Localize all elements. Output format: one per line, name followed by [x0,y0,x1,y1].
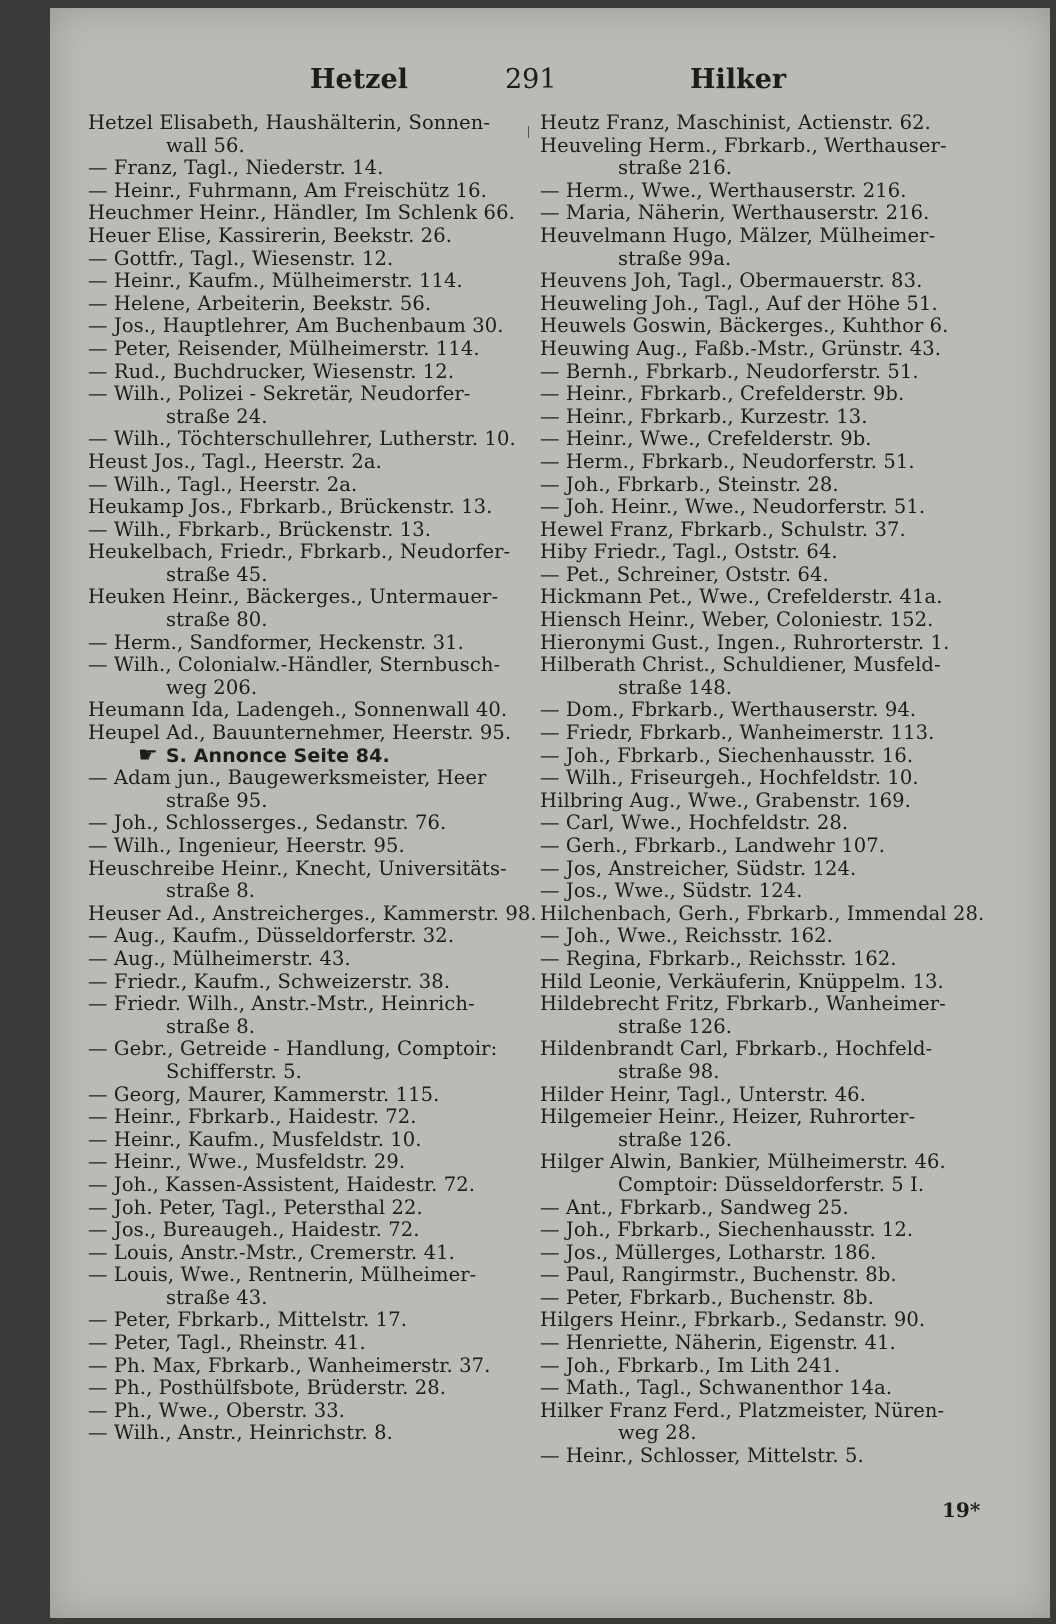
directory-entry: Heukelbach, Friedr., Fbrkarb., Neudorfer- [88,540,511,564]
directory-entry: — Heinr., Fbrkarb., Crefelderstr. 9b. [540,382,905,406]
left-column [88,112,543,1445]
directory-entry: Schifferstr. 5. [166,1059,302,1083]
header-last-name: Hilker [690,64,787,95]
directory-entry: Hilder Heinr, Tagl., Unterstr. 46. [540,1082,866,1106]
directory-entry: Heuwels Goswin, Bäckerges., Kuhthor 6. [540,314,949,338]
directory-entry: Heuer Elise, Kassirerin, Beekstr. 26. [88,223,452,247]
directory-entry: — Herm., Fbrkarb., Neudorferstr. 51. [540,449,915,473]
directory-entry: straße 95. [166,788,268,812]
directory-entry: — Rud., Buchdrucker, Wiesenstr. 12. [88,359,455,383]
header-first-name: Hetzel [310,64,408,95]
directory-entry: — Peter, Tagl., Rheinstr. 41. [88,1331,366,1355]
directory-entry: Hilger Alwin, Bankier, Mülheimerstr. 46. [540,1150,946,1174]
directory-entry: — Maria, Näherin, Werthauserstr. 216. [540,201,930,225]
directory-entry: Hilbring Aug., Wwe., Grabenstr. 169. [540,788,911,812]
directory-entry: — Heinr., Fbrkarb., Haidestr. 72. [88,1105,417,1129]
directory-entry: — Gebr., Getreide - Handlung, Comptoir: [88,1037,498,1061]
directory-entry: — Heinr., Kaufm., Mülheimerstr. 114. [88,269,463,293]
directory-entry: Heuser Ad., Anstreicherges., Kammerstr. 98. [88,901,537,925]
directory-entry: Hiensch Heinr., Weber, Coloniestr. 152. [540,608,934,632]
directory-entry: — Regina, Fbrkarb., Reichsstr. 162. [540,946,897,970]
directory-entry: straße 43. [166,1285,268,1309]
directory-entry: Hilgemeier Heinr., Heizer, Ruhrorter- [540,1105,916,1129]
directory-entry: — Wilh., Anstr., Heinrichstr. 8. [88,1421,393,1445]
directory-entry: — Dom., Fbrkarb., Werthauserstr. 94. [540,698,917,722]
directory-entry: — Heinr., Kaufm., Musfeldstr. 10. [88,1127,422,1151]
directory-entry: Hewel Franz, Fbrkarb., Schulstr. 37. [540,517,906,541]
directory-entry: Hiby Friedr., Tagl., Oststr. 64. [540,540,838,564]
directory-entry: straße 24. [166,404,268,428]
directory-entry: — Heinr., Schlosser, Mittelstr. 5. [540,1444,864,1468]
directory-entry: Hildebrecht Fritz, Fbrkarb., Wanheimer- [540,992,946,1016]
directory-entry: — Paul, Rangirmstr., Buchenstr. 8b. [540,1263,897,1287]
directory-entry: — Wilh., Ingenieur, Heerstr. 95. [88,834,405,857]
directory-entry: — Joh. Heinr., Wwe., Neudorferstr. 51. [540,495,926,519]
directory-entry: — Louis, Wwe., Rentnerin, Mülheimer- [88,1263,477,1287]
directory-entry: Hetzel Elisabeth, Haushälterin, Sonnen- [88,111,491,134]
directory-entry: — Peter, Fbrkarb., Mittelstr. 17. [88,1308,407,1332]
directory-entry: Heuschreibe Heinr., Knecht, Universitäts- [88,856,507,880]
directory-entry: straße 126. [618,1127,733,1151]
directory-entry: — Aug., Kaufm., Düsseldorferstr. 32. [88,924,455,948]
directory-entry: straße 45. [166,562,268,586]
page-number: 291 [505,64,557,95]
directory-entry: — Jos., Bureaugeh., Haidestr. 72. [88,1218,420,1242]
directory-entry: — Ph., Wwe., Oberstr. 33. [88,1398,346,1422]
directory-entry: — Joh., Fbrkarb., Steinstr. 28. [540,472,839,496]
directory-entry: — Heinr., Fuhrmann, Am Freischütz 16. [88,178,487,202]
page-header [50,64,1050,104]
directory-entry: Heuweling Joh., Tagl., Auf der Höhe 51. [540,291,938,315]
directory-entry: — Heinr., Fbrkarb., Kurzestr. 13. [540,404,868,428]
directory-entry: Hilker Franz Ferd., Platzmeister, Nüren- [540,1398,945,1422]
directory-entry: — Joh., Kassen-Assistent, Haidestr. 72. [88,1172,476,1196]
directory-entry: — Wilh., Friseurgeh., Hochfeldstr. 10. [540,766,919,790]
directory-entry: straße 99a. [618,246,732,270]
directory-entry: Heukamp Jos., Fbrkarb., Brückenstr. 13. [88,495,493,519]
directory-entry: Hilberath Christ., Schuldiener, Musfeld- [540,653,941,677]
directory-entry: Heuchmer Heinr., Händler, Im Schlenk 66. [88,201,515,225]
directory-entry: — Joh., Fbrkarb., Siechenhausstr. 12. [540,1218,914,1242]
directory-entry: — Jos, Anstreicher, Südstr. 124. [540,856,857,880]
directory-entry: — Ant., Fbrkarb., Sandweg 25. [540,1195,849,1219]
directory-entry: — Georg, Maurer, Kammerstr. 115. [88,1082,440,1106]
directory-entry: Heutz Franz, Maschinist, Actienstr. 62. [540,111,931,134]
directory-entry: Heust Jos., Tagl., Heerstr. 2a. [88,449,382,473]
directory-entry: — Henriette, Näherin, Eigenstr. 41. [540,1331,896,1355]
directory-entry: — Adam jun., Baugewerksmeister, Heer [88,766,487,790]
directory-entry: straße 148. [618,675,733,699]
directory-entry: weg 206. [166,675,258,699]
directory-entry: Hildenbrandt Carl, Fbrkarb., Hochfeld- [540,1037,933,1061]
directory-entry: Heuken Heinr., Bäckerges., Untermauer- [88,585,499,609]
directory-entry: — Friedr. Wilh., Anstr.-Mstr., Heinrich- [88,992,475,1016]
directory-entry: Hilgers Heinr., Fbrkarb., Sedanstr. 90. [540,1308,926,1332]
directory-entry: straße 8. [166,1014,256,1038]
annonce-reference [88,742,543,768]
directory-entry: Heuvens Joh, Tagl., Obermauerstr. 83. [540,269,923,293]
directory-entry: — Pet., Schreiner, Oststr. 64. [540,562,829,586]
directory-entry: — Ph., Posthülfsbote, Brüderstr. 28. [88,1376,447,1400]
directory-entry: — Math., Tagl., Schwanenthor 14a. [540,1376,893,1400]
directory-entry: Hild Leonie, Verkäuferin, Knüppelm. 13. [540,969,944,993]
directory-entry: — Herm., Wwe., Werthauserstr. 216. [540,178,907,202]
directory-entry: — Peter, Fbrkarb., Buchenstr. 8b. [540,1285,874,1309]
directory-entry: Hieronymi Gust., Ingen., Ruhrorterstr. 1. [540,630,950,654]
directory-entry: — Louis, Anstr.-Mstr., Cremerstr. 41. [88,1240,455,1264]
directory-entry: — Jos., Hauptlehrer, Am Buchenbaum 30. [88,314,504,338]
directory-entry: Heuvelmann Hugo, Mälzer, Mülheimer- [540,223,936,247]
directory-entry: straße 126. [618,1014,733,1038]
directory-entry: — Joh., Wwe., Reichsstr. 162. [540,924,833,948]
directory-entry: — Wilh., Polizei - Sekretär, Neudorfer- [88,382,471,406]
directory-entry: — Franz, Tagl., Niederstr. 14. [88,156,384,180]
directory-entry: — Heinr., Wwe., Musfeldstr. 29. [88,1150,406,1174]
pointing-hand-icon: ☛ [138,742,158,768]
directory-entry: — Carl, Wwe., Hochfeldstr. 28. [540,811,849,835]
directory-entry: wall 56. [166,133,245,157]
directory-entry: — Joh., Fbrkarb., Im Lith 241. [540,1353,841,1377]
directory-entry: Heuveling Herm., Fbrkarb., Werthauser- [540,133,947,157]
annonce-text: S. Annonce Seite 84. [165,744,390,767]
directory-entry: Hickmann Pet., Wwe., Crefelderstr. 41a. [540,585,943,609]
directory-entry: — Gottfr., Tagl., Wiesenstr. 12. [88,246,394,270]
directory-entry: — Wilh., Fbrkarb., Brückenstr. 13. [88,517,432,541]
directory-entry: Hilchenbach, Gerh., Fbrkarb., Immendal 28. [540,901,985,925]
directory-entry: — Jos., Wwe., Südstr. 124. [540,879,803,903]
right-column [540,112,1010,1468]
directory-entry: — Joh., Fbrkarb., Siechenhausstr. 16. [540,743,914,767]
directory-entry: — Herm., Sandformer, Heckenstr. 31. [88,630,464,654]
directory-entry: weg 28. [618,1421,697,1445]
directory-entry: Comptoir: Düsseldorferstr. 5 I. [618,1172,925,1196]
directory-entry: straße 8. [166,879,256,903]
directory-entry: straße 80. [166,608,268,632]
directory-entry: — Friedr., Kaufm., Schweizerstr. 38. [88,969,451,993]
directory-entry: — Aug., Mülheimerstr. 43. [88,946,351,970]
directory-entry: — Gerh., Fbrkarb., Landwehr 107. [540,834,886,857]
directory-entry: Heuwing Aug., Faßb.-Mstr., Grünstr. 43. [540,336,942,360]
signature-mark: 19* [942,1498,981,1522]
directory-entry: — Wilh., Colonialw.-Händler, Sternbusch- [88,653,501,677]
directory-entry: — Ph. Max, Fbrkarb., Wanheimerstr. 37. [88,1353,491,1377]
directory-entry: — Jos., Müllerges, Lotharstr. 186. [540,1240,877,1264]
directory-entry: — Friedr, Fbrkarb., Wanheimerstr. 113. [540,721,935,745]
directory-entry: — Heinr., Wwe., Crefelderstr. 9b. [540,427,872,451]
directory-entry: — Wilh., Töchterschullehrer, Lutherstr. 10. [88,427,516,451]
directory-entry: straße 216. [618,156,733,180]
directory-entry: — Bernh., Fbrkarb., Neudorferstr. 51. [540,359,919,383]
directory-entry: — Joh. Peter, Tagl., Petersthal 22. [88,1195,423,1219]
directory-entry: Heumann Ida, Ladengeh., Sonnenwall 40. [88,698,508,722]
directory-entry: Heupel Ad., Bauunternehmer, Heerstr. 95. [88,721,512,745]
directory-entry: — Helene, Arbeiterin, Beekstr. 56. [88,291,432,315]
directory-entry: — Joh., Schlosserges., Sedanstr. 76. [88,811,447,835]
directory-entry: — Peter, Reisender, Mülheimerstr. 114. [88,336,480,360]
directory-page [50,8,1050,1618]
directory-entry: straße 98. [618,1059,720,1083]
directory-entry: — Wilh., Tagl., Heerstr. 2a. [88,472,358,496]
